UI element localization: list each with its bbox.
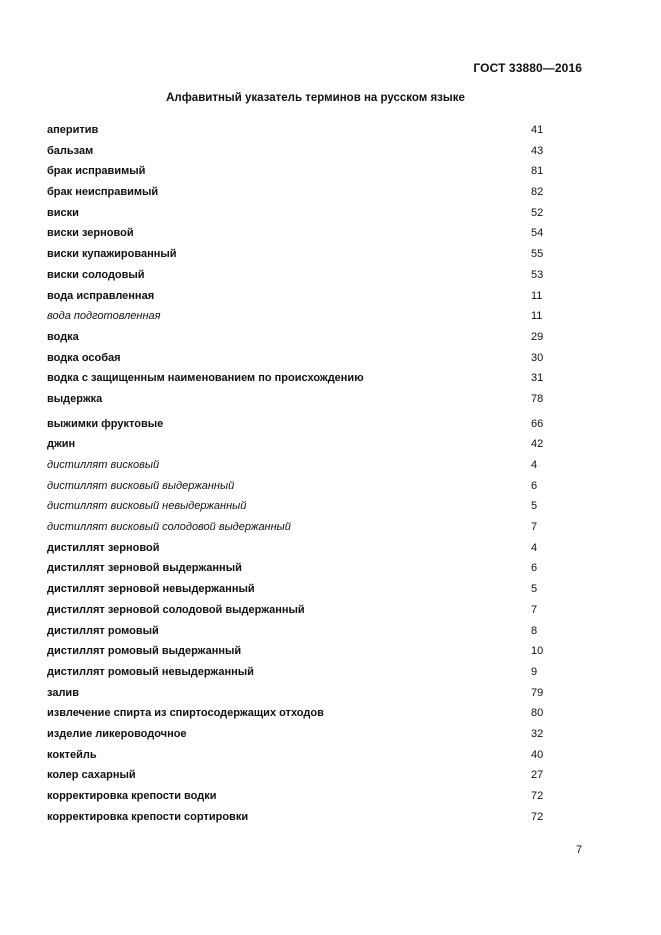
index-entry bbox=[47, 748, 547, 769]
index-term: дистиллят ромовый выдержанный bbox=[47, 645, 242, 658]
index-entry bbox=[47, 665, 547, 686]
index-entry bbox=[47, 206, 547, 227]
index-page-ref: 8 bbox=[531, 624, 538, 637]
index-term: брак исправимый bbox=[47, 165, 146, 178]
index-page-ref: 53 bbox=[531, 268, 544, 281]
index-page-ref: 42 bbox=[531, 438, 544, 451]
index-page-ref: 6 bbox=[531, 562, 538, 575]
index-term: колер сахарный bbox=[47, 769, 136, 782]
index-page-ref: 81 bbox=[531, 165, 544, 178]
index-term: водка с защищенным наименованием по происхождению bbox=[47, 372, 364, 385]
index-entry bbox=[47, 351, 547, 372]
index-entry bbox=[47, 330, 547, 351]
index-page-ref: 72 bbox=[531, 790, 544, 802]
index-term: дистиллят висковый bbox=[47, 459, 160, 471]
index-term: извлечение спирта из спиртосодержащих отходов bbox=[47, 707, 324, 720]
index-term: вода исправленная bbox=[47, 289, 155, 302]
index-page-ref: 29 bbox=[531, 330, 544, 343]
index-entry bbox=[47, 185, 547, 206]
index-entry bbox=[47, 706, 547, 727]
index-page-ref: 55 bbox=[531, 248, 544, 261]
index-term: дистиллят висковый солодовой выдержанный bbox=[47, 521, 291, 534]
index-term: корректировка крепости водки bbox=[47, 790, 217, 802]
index-term: виски купажированный bbox=[47, 248, 177, 261]
index-entry bbox=[47, 582, 547, 603]
index-page-ref: 30 bbox=[531, 351, 544, 364]
index-term: дистиллят ромовый невыдержанный bbox=[47, 665, 254, 678]
index-page-ref: 66 bbox=[531, 417, 544, 430]
index-term: залив bbox=[47, 686, 79, 699]
index-page-ref: 4 bbox=[531, 459, 538, 471]
index-page-ref: 31 bbox=[531, 372, 544, 385]
index-page-ref: 11 bbox=[531, 289, 543, 302]
index-term: водка особая bbox=[47, 351, 121, 364]
index-entry bbox=[47, 226, 547, 247]
index-page-ref: 78 bbox=[531, 392, 544, 405]
index-entry bbox=[47, 437, 547, 458]
index-page-ref: 9 bbox=[531, 665, 538, 678]
index-page-ref: 79 bbox=[531, 686, 544, 699]
index-page-ref: 11 bbox=[531, 310, 543, 323]
index-term: выдержка bbox=[47, 392, 103, 405]
index-entry bbox=[47, 247, 547, 268]
index-term: виски зерновой bbox=[47, 227, 134, 240]
index-page-ref: 72 bbox=[531, 810, 544, 823]
index-term: дистиллят зерновой невыдержанный bbox=[47, 583, 255, 596]
index-page-ref: 7 bbox=[531, 521, 538, 534]
index-term: джин bbox=[47, 438, 76, 451]
index-term: брак неисправимый bbox=[47, 186, 159, 199]
index-term: бальзам bbox=[47, 144, 94, 157]
index-term: аперитив bbox=[47, 124, 99, 136]
index-entry bbox=[47, 541, 547, 562]
index-entry bbox=[47, 768, 547, 789]
index-term: вода подготовленная bbox=[47, 310, 161, 323]
index-entry bbox=[47, 686, 547, 707]
index-title: Алфавитный указатель терминов на русском языке bbox=[166, 92, 465, 104]
index-page-ref: 52 bbox=[531, 206, 544, 219]
index-term: дистиллят ромовый bbox=[47, 624, 159, 637]
index-term: коктейль bbox=[47, 748, 97, 761]
index-page-ref: 40 bbox=[531, 748, 544, 761]
index-page-ref: 32 bbox=[531, 727, 544, 740]
index-entry bbox=[47, 727, 547, 748]
index-page-ref: 4 bbox=[531, 541, 538, 554]
index-entry bbox=[47, 309, 547, 330]
index-entry bbox=[47, 789, 547, 810]
index-entry bbox=[47, 624, 547, 645]
index-page-ref: 43 bbox=[531, 144, 544, 157]
index-entry bbox=[47, 603, 547, 624]
index-entry bbox=[47, 392, 547, 413]
index-entry bbox=[47, 268, 547, 289]
term-index-list bbox=[47, 123, 547, 830]
index-entry bbox=[47, 417, 547, 438]
index-page-ref: 6 bbox=[531, 479, 538, 492]
index-term: дистиллят зерновой солодовой выдержанный bbox=[47, 603, 305, 616]
index-page-ref: 82 bbox=[531, 186, 544, 199]
index-page-ref: 54 bbox=[531, 227, 544, 240]
index-entry bbox=[47, 123, 547, 144]
index-page-ref: 27 bbox=[531, 769, 544, 782]
index-entry bbox=[47, 810, 547, 831]
index-page-ref: 80 bbox=[531, 707, 544, 720]
index-entry bbox=[47, 520, 547, 541]
index-page-ref: 5 bbox=[531, 500, 538, 513]
index-entry bbox=[47, 144, 547, 165]
index-term: выжимки фруктовые bbox=[47, 417, 164, 430]
index-entry bbox=[47, 479, 547, 500]
index-page-ref: 5 bbox=[531, 583, 538, 596]
page-number: 7 bbox=[576, 844, 583, 856]
index-entry bbox=[47, 289, 547, 310]
document-code: ГОСТ 33880—2016 bbox=[473, 61, 582, 75]
index-entry bbox=[47, 561, 547, 582]
index-entry bbox=[47, 371, 547, 392]
index-entry bbox=[47, 644, 547, 665]
index-term: виски bbox=[47, 206, 79, 219]
index-page-ref: 41 bbox=[531, 124, 544, 136]
index-page-ref: 7 bbox=[531, 603, 538, 616]
index-term: дистиллят зерновой bbox=[47, 541, 160, 554]
index-term: виски солодовый bbox=[47, 268, 145, 281]
index-term: дистиллят зерновой выдержанный bbox=[47, 562, 242, 575]
index-entry bbox=[47, 164, 547, 185]
index-term: водка bbox=[47, 330, 79, 343]
index-page-ref: 10 bbox=[531, 645, 544, 658]
index-term: дистиллят висковый невыдержанный bbox=[47, 500, 247, 513]
index-entry bbox=[47, 458, 547, 479]
index-term: изделие ликероводочное bbox=[47, 727, 187, 740]
index-term: корректировка крепости сортировки bbox=[47, 810, 249, 823]
index-term: дистиллят висковый выдержанный bbox=[47, 479, 235, 492]
index-entry bbox=[47, 499, 547, 520]
